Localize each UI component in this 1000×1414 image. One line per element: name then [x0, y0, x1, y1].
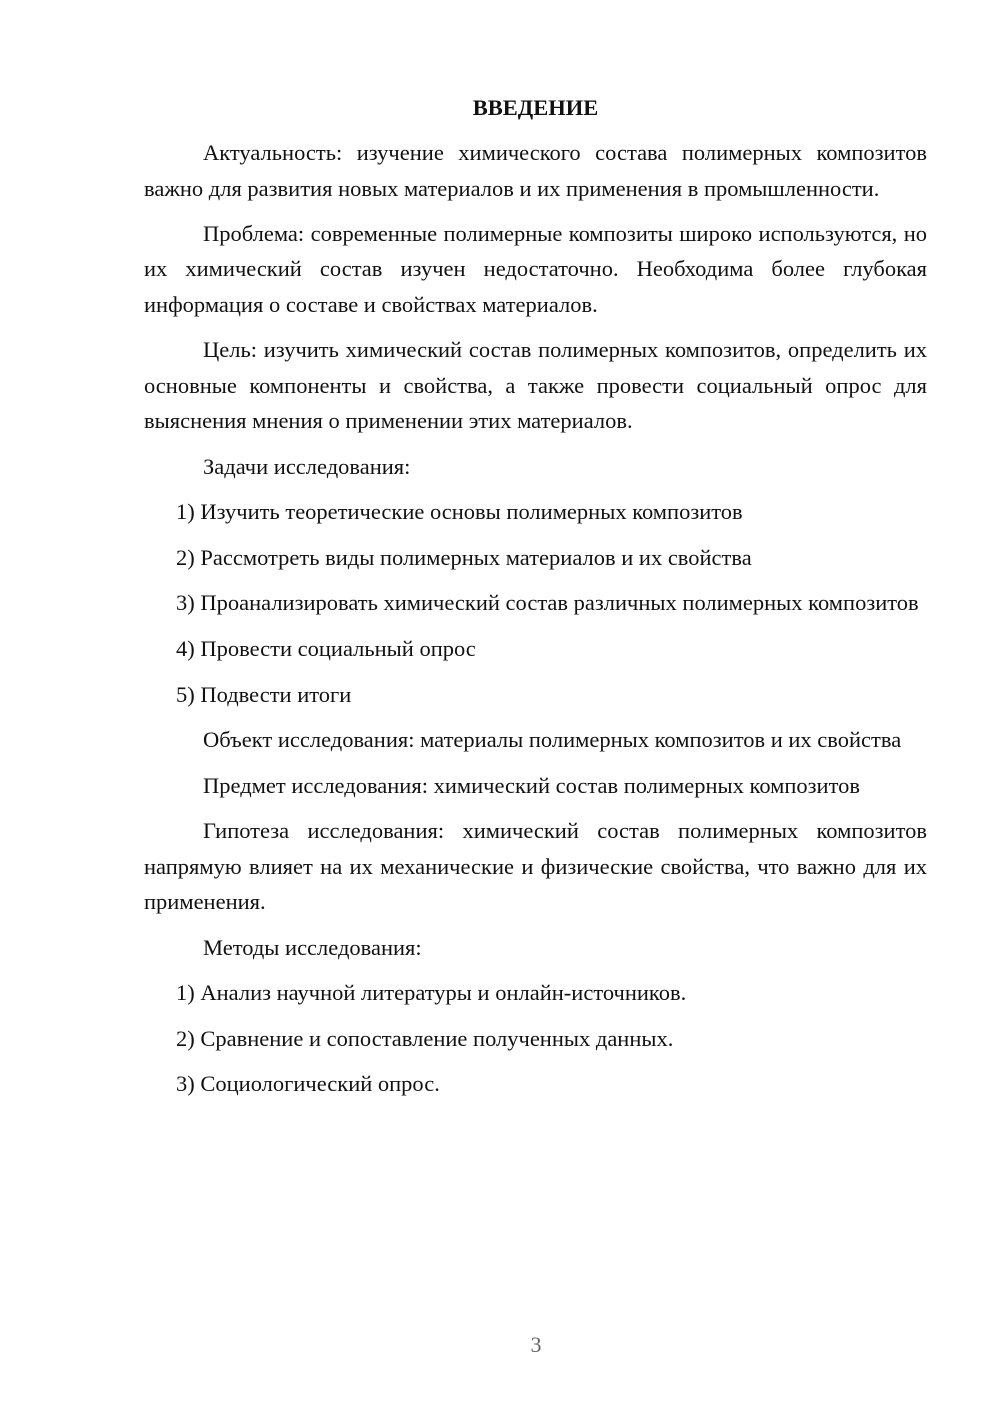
- task-item: 5) Подвести итоги: [176, 681, 352, 707]
- methods-heading: Методы исследования:: [203, 934, 422, 960]
- method-item: 1) Анализ научной литературы и онлайн-источников.: [176, 980, 687, 1006]
- object-paragraph: Объект исследования: материалы полимерных композитов и их свойства: [203, 727, 902, 753]
- goal-paragraph: Цель: изучить химический состав полимерных композитов, определить их основные компоненты и свойства, а также провести социальный опрос для выяснения мнения о применении этих материалов.: [144, 337, 927, 433]
- tasks-heading: Задачи исследования:: [203, 453, 411, 479]
- task-item: 4) Провести социальный опрос: [176, 635, 476, 661]
- relevance-paragraph: Актуальность: изучение химического состава полимерных композитов важно для развития новых материалов и их применения в промышленности.: [144, 140, 927, 201]
- task-item: 2) Рассмотреть виды полимерных материалов и их свойства: [176, 544, 752, 570]
- subject-paragraph: Предмет исследования: химический состав полимерных композитов: [203, 772, 861, 798]
- page-content: [144, 90, 927, 1112]
- method-item: 2) Сравнение и сопоставление полученных данных.: [176, 1025, 674, 1051]
- page-number: 3: [530, 1332, 542, 1357]
- section-title: ВВЕДЕНИЕ: [472, 95, 599, 120]
- task-item: 3) Проанализировать химический состав различных полимерных композитов: [176, 590, 919, 616]
- hypothesis-paragraph: Гипотеза исследования: химический состав полимерных композитов напрямую влияет на их механические и физические свойства, что важно для их применения.: [144, 818, 927, 914]
- method-item: 3) Социологический опрос.: [176, 1071, 440, 1097]
- task-item: 1) Изучить теоретические основы полимерных композитов: [176, 499, 743, 525]
- problem-paragraph: Проблема: современные полимерные композиты широко используются, но их химический состав изучен недостаточно. Необходима более глубокая информация о составе и свойствах материалов.: [144, 221, 927, 317]
